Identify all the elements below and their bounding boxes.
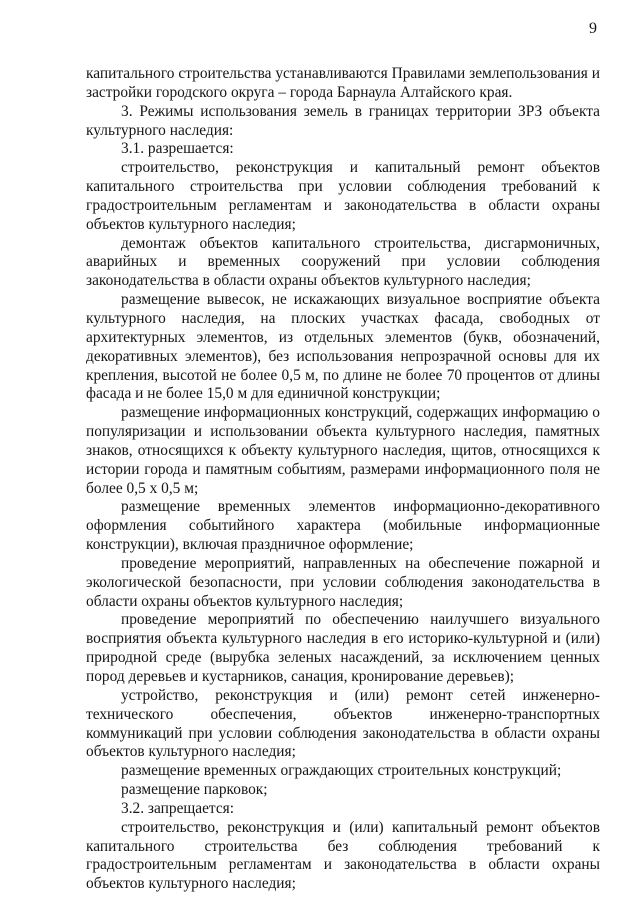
paragraph: капитального строительства устанавливаются Правилами землепользования и застройки городского округа – города Барнаула Алтайского края.	[86, 65, 600, 101]
paragraph: проведение мероприятий, направленных на обеспечение пожарной и экологической безопасности, при условии соблюдения законодательства в области охраны объектов культурного наследия;	[86, 554, 600, 610]
paragraph: размещение временных элементов информационно-декоративного оформления событийного характера (мобильные информационные конструкции), включая праздничное оформление;	[86, 498, 600, 554]
paragraph: устройство, реконструкция и (или) ремонт сетей инженерно-технического обеспечения, объектов инженерно-транспортных коммуникаций при условии соблюдения законодательства в области охраны объектов культурного наследия;	[86, 686, 600, 761]
page-number: 9	[589, 20, 597, 37]
paragraph: строительство, реконструкция и (или) капитальный ремонт объектов капитального строительства без соблюдения требований к градостроительным регламентам и законодательства в области охраны объектов культурного наследия;	[86, 818, 600, 893]
paragraph: размещение информационных конструкций, содержащих информацию о популяризации и использовании объекта культурного наследия, памятных знаков, относящихся к объекту культурного наследия, щитов, относящихся к истории города и памятным событиям, размерами информационного поля не более 0,5 х 0,5 м;	[86, 404, 600, 497]
paragraph: 3. Режимы использования земель в границах территории ЗРЗ объекта культурного наследия:	[86, 102, 600, 139]
paragraph: размещение вывесок, не искажающих визуальное восприятие объекта культурного наследия, на плоских участках фасада, свободных от архитектурных элементов, из отдельных элементов (букв, обозначений, декоративных элементов), без использования непрозрачной основы для их крепления, высотой не более 0,5 м, по длине не более 70 процентов от длины фасада и не более 15,0 м для единичной конструкции;	[86, 291, 600, 403]
paragraph: проведение мероприятий по обеспечению наилучшего визуального восприятия объекта культурного наследия в его историко-культурной и (или) природной среде (вырубка зеленых насаждений, за исключением ценных пород деревьев и кустарников, санация, кронирование деревьев);	[86, 611, 600, 685]
document-body	[86, 65, 600, 894]
paragraph: строительство, реконструкция и капитальный ремонт объектов капитального строительства при условии соблюдения требований к градостроительным регламентам и законодательства в области охраны объектов культурного наследия;	[86, 159, 600, 233]
paragraph: 3.2. запрещается:	[121, 799, 235, 817]
paragraph: демонтаж объектов капитального строительства, дисгармоничных, аварийных и временных сооружений при условии соблюдения законодательства в области охраны объектов культурного наследия;	[86, 234, 600, 290]
paragraph: размещение парковок;	[121, 781, 268, 799]
paragraph: 3.1. разрешается:	[121, 140, 234, 158]
paragraph: размещение временных ограждающих строительных конструкций;	[121, 762, 562, 780]
